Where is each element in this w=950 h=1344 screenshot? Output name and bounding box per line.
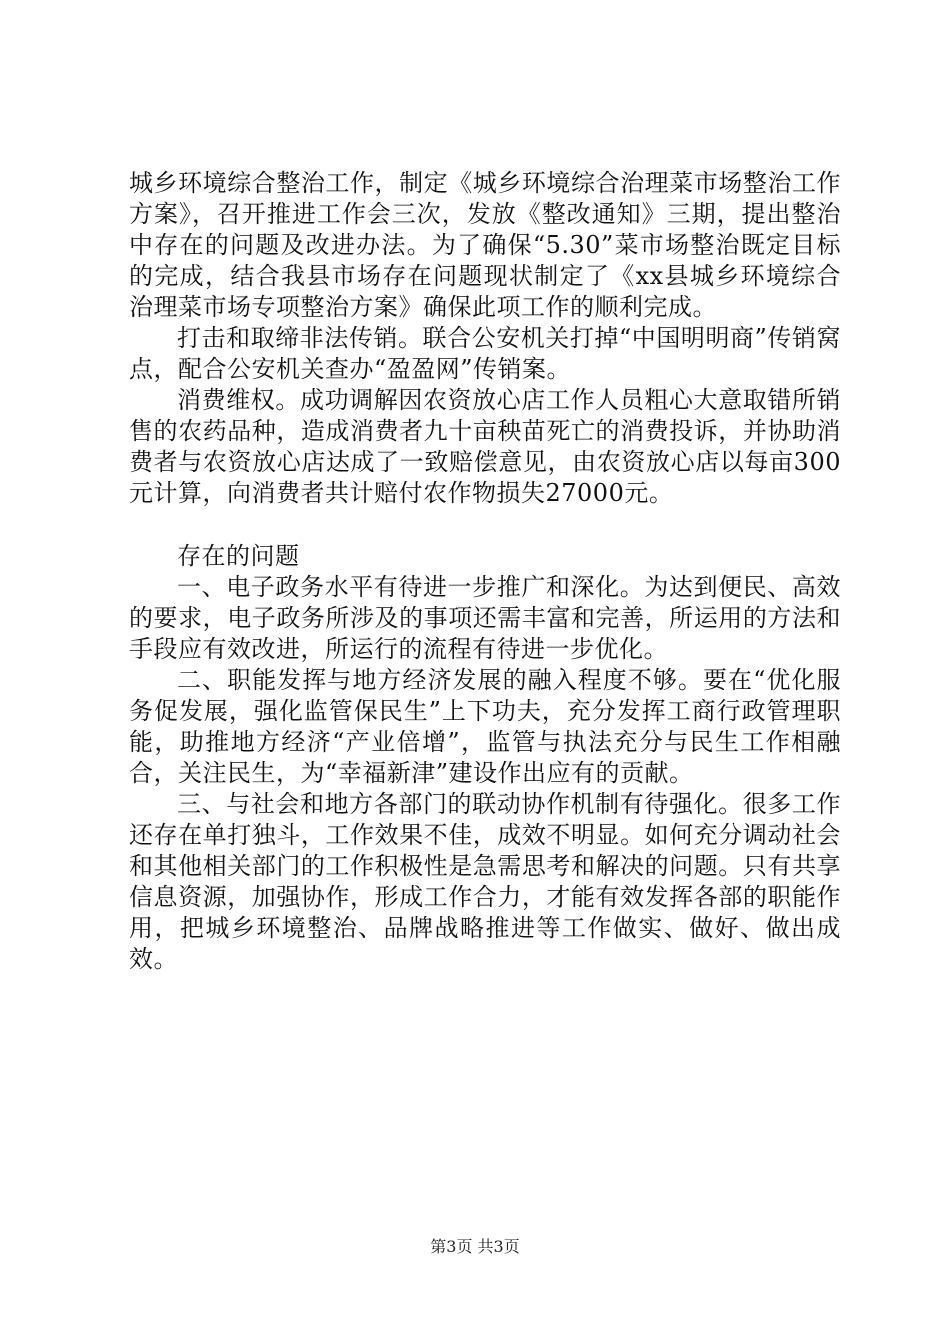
page-footer: 第3页 共3页 — [430, 1237, 520, 1256]
paragraph-continuation: 城乡环境综合整治工作，制定《城乡环境综合治理菜市场整治工作方案》，召开推进工作会三次，发放《整改通知》三期，提出整治中存在的问题及改进办法。为了确保“5.30”菜市场整治既定目标的完成，结合我县市场存在问题现状制定了《xx县城乡环境综合治理菜市场专项整治方案》确保此项工作的顺利完成。 — [129, 169, 841, 321]
section-heading: 存在的问题 — [177, 542, 300, 570]
paragraph-problem-2: 二、职能发挥与地方经济发展的融入程度不够。要在“优化服务促发展，强化监管保民生”上下功夫，充分发挥工商行政管理职能，助推地方经济“产业倍增”，监管与执法充分与民生工作相融合，关注民生，为“幸福新津”建设作出应有的贡献。 — [129, 666, 841, 787]
paragraph-problem-1: 一、电子政务水平有待进一步推广和深化。为达到便民、高效的要求，电子政务所涉及的事项还需丰富和完善，所运用的方法和手段应有效改进，所运行的流程有待进一步优化。 — [129, 573, 841, 663]
paragraph-consumer-rights: 消费维权。成功调解因农资放心店工作人员粗心大意取错所销售的农药品种，造成消费者九十亩秧苗死亡的消费投诉，并协助消费者与农资放心店达成了一致赔偿意见，由农资放心店以每亩300元计算，向消费者共计赔付农作物损失27000元。 — [129, 386, 841, 507]
paragraph-problem-3: 三、与社会和地方各部门的联动协作机制有待强化。很多工作还存在单打独斗，工作效果不佳，成效不明显。如何充分调动社会和其他相关部门的工作积极性是急需思考和解决的问题。只有共享信息资源，加强协作，形成工作合力，才能有效发挥各部的职能作用，把城乡环境整治、品牌战略推进等工作做实、做好、做出成效。 — [129, 790, 841, 973]
section-gap — [129, 509, 841, 541]
document-body — [129, 168, 841, 975]
paragraph-anti-pyramid-selling: 打击和取缔非法传销。联合公安机关打掉“中国明明商”传销窝点，配合公安机关查办“盈盈网”传销案。 — [129, 324, 841, 383]
